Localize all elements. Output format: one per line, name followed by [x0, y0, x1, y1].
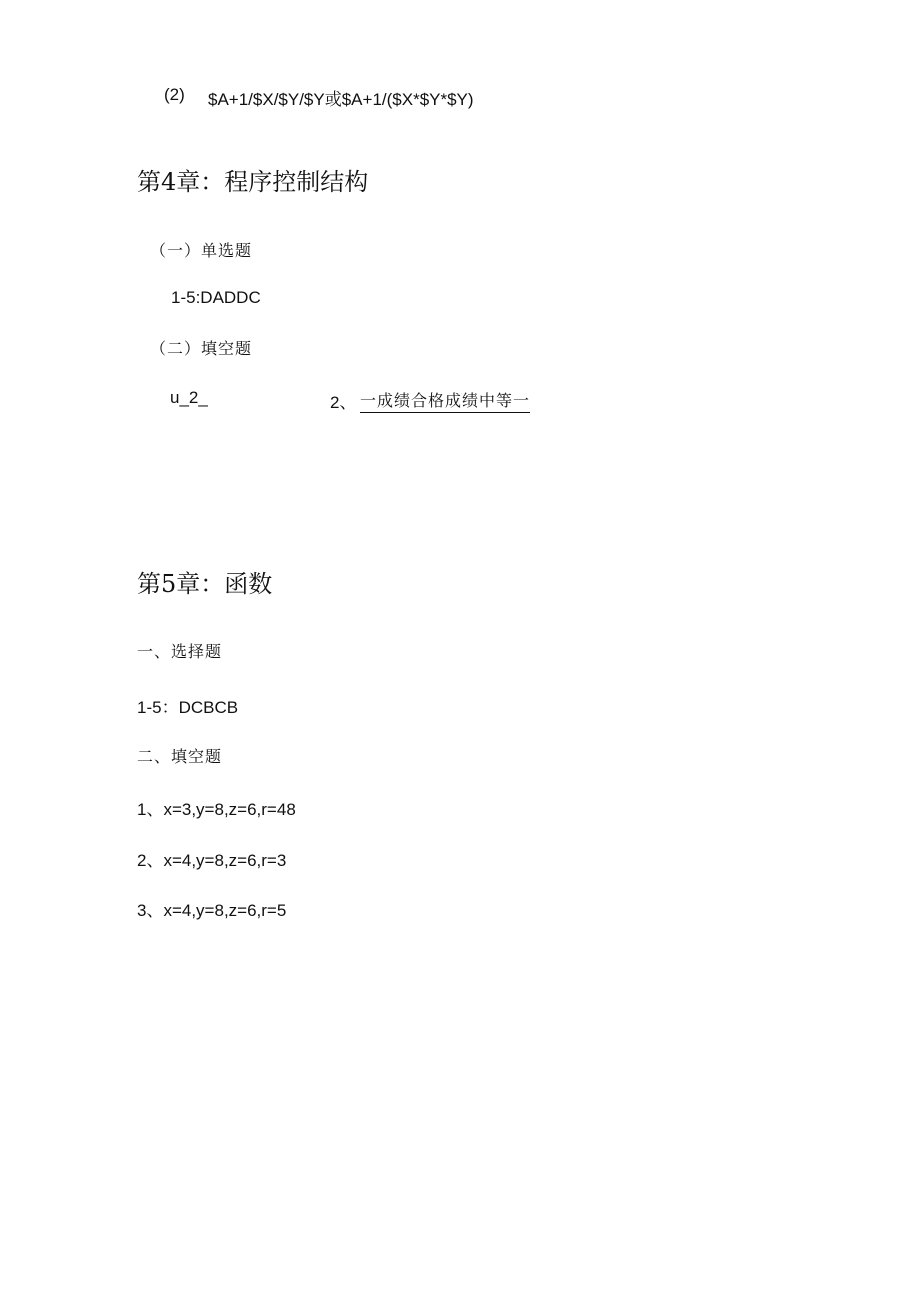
fill-blank-heading: （二）填空题 — [150, 339, 253, 358]
choice-answers: 1-5：DCBCB — [137, 698, 239, 717]
chapter-5-title: 第5章：函数 — [137, 570, 273, 598]
fill-blank-answer-2-number: 2、 — [330, 393, 357, 412]
formula-number: (2) — [164, 85, 185, 104]
fill-blank-answer-2-text: 一成绩合格成绩中等一 — [360, 388, 530, 413]
fill-blank-heading-ch5: 二、填空题 — [137, 747, 223, 766]
fill-blank-item: 3、x=4,y=8,z=6,r=5 — [137, 901, 287, 920]
fill-blank-answer-1: u_2_ — [170, 388, 208, 407]
single-choice-heading: （一）单选题 — [150, 241, 253, 260]
fill-blank-item: 1、x=3,y=8,z=6,r=48 — [137, 800, 296, 819]
single-choice-answers: 1-5:DADDC — [171, 288, 261, 307]
chapter-4-title: 第4章：程序控制结构 — [137, 168, 369, 196]
fill-blank-item: 2、x=4,y=8,z=6,r=3 — [137, 851, 287, 870]
formula-expression: $A+1/$X/$Y/$Y或$A+1/($X*$Y*$Y) — [208, 90, 474, 109]
choice-heading: 一、选择题 — [137, 642, 223, 661]
